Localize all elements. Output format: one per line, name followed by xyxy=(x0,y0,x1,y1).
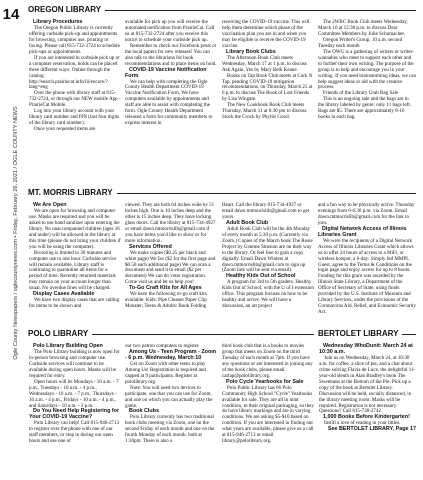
paragraph: The Polo Library building is now open for in-person browsing and computer use. Curbside services will continue to be available during open hours. Masks will be required for entry. xyxy=(29,348,120,379)
oregon-col-2 xyxy=(125,20,217,127)
subhead: Digital Network Access of Illinois Libraries Grant xyxy=(318,225,407,238)
polo-col-1 xyxy=(29,344,121,445)
paragraph: We can help with completing the Ogle County Health Department COVID-19 Vaccine Notification Form. We have computers available by appointments and staff are able to assist with completing the form. Ogle County Health Department released a form for community members to express interest in xyxy=(125,78,213,127)
mtmorris-col-1 xyxy=(29,203,121,310)
paragraph: We are open for browsing and computer use. Masks are required and you will be asked to use hand sanitizer upon entering the library. No unaccompanied children (ages 16 and under) will be allowed in the library at this time (please do not bring your children if you will be using the computer). xyxy=(29,207,121,250)
subhead: Polo Cycle Yearbooks for Sale xyxy=(226,378,304,385)
paragraph: This is an ongoing sale and the bags are in the library labeled by genre; only 11 bags left. Bags are $5. There are approximately 8-10 books in each bag. xyxy=(318,96,412,121)
subhead: Wednesday WhoDunit: March 24 at 10:30 a.m. xyxy=(319,343,413,355)
paragraph: Polo Public Library has 66 Polo Community High School "Cycle" Yearbooks available for sale. They are all in mint condition, in their original packaging, so they do have library markings and are in varying conditions. We are asking $5-$10 based on condition. If you are interested in finding out what years are available, please give us a call at 815-946-2713 or email library@pololibrary.org. xyxy=(222,384,314,445)
mtmorris-header: MT. MORRIS LIBRARY xyxy=(28,188,117,197)
paragraph: We have the following to-go craft kits available: Kids: Pipe Cleaner Paper Clip Monster; Teens & Adults: Book Folding xyxy=(125,291,207,310)
paragraph: We make copies ($0.25 per black and white page) We fax ($2 for the first page and $0.50 each additional page) We can scan a document and send it to email ($2 per document) We can do voter registration. Come visit us and let us help you! xyxy=(125,249,216,286)
page-spine xyxy=(0,0,22,480)
paragraph: Join us on Wednesday, March 24, at 10:30 a.m. for coffee, a slice of pie, and a chat about crime solving Flavia de Luce, the delightful 11-year-old sleuth in Alan Bradley's book The Sweetness at the Bottom of the Pie. Pick up a copy of the book at Bertolet Library. Discussion will be held, socially distanced, in the library meeting room. Masks will be required. Registration is not necessary. Questions? Call 815-738-2742. xyxy=(319,354,416,415)
subhead: Polo Library Building Open xyxy=(33,343,103,349)
subhead: Services Offered xyxy=(129,243,172,250)
paragraph: We have two display cases that are calling for items to be shown and xyxy=(29,297,120,310)
paragraph: The 2WBC Book Club meets Wednesday, March 10 at 12:30 p.m. to discuss Dear Committee Members by Julie Schumacher. xyxy=(318,19,408,37)
paragraph: A program for 3rd to 5th graders. Healthy Kids Out of School, with the U of I extension office. This program focuses on how to be healthy and active. We will have a discussion, an art project xyxy=(222,279,314,310)
spine-folio: Ogle County Newspapers / oglecountynews.com • Friday, February 26, 2021 / OGLE COUNTY NEWS xyxy=(13,106,19,360)
paragraph: Open hours will be Mondays - 10 a.m. - 7 p.m., Tuesdays - 10 a.m. - 4 p.m., Wednesdays - 10 a.m. - 7 p.m., Thursdays - 10 a.m. - 4 p.m., Fridays - 10 a.m. - 4 p.m., and Saturdays - 10 a.m. - 3 p.m. xyxy=(29,378,119,409)
paragraph: Polo Library can help! Call 815-946-2713 to register over the phone with one of our staff members, or stop in during our open hours and use one of xyxy=(29,420,120,445)
paragraph: Friends of the Library Grab Bag Sale xyxy=(323,90,399,97)
paragraph: Adult Book Club will be the 4th Monday of every month at 5:30 p.m. (Currently via Zoom.) Copies of the March book The Rosie Project by Graeme Simsion are on their way to the library. Or feel free to grab a copy digitally. Email Dawn Winters at dawn.mtmorrislib@gmail.com to sign up (Zoom link will be sent via email). xyxy=(222,225,313,274)
paragraph: Books on Tap Book Club meets at Cork N Tap, pending COVID-19 mitigation recommendations, on Thursday, March 25 at 6 p.m. to discuss The Book of Lost Friends by Lisa Wingate. xyxy=(222,72,313,103)
subhead: 1,000 Books Before Kindergarten! xyxy=(323,414,410,421)
subhead: COVID-19 Vaccine Notification Form xyxy=(125,66,207,79)
paragraph: Oregon Writer's Group, 10 a.m. second Tuesday each month xyxy=(318,36,403,49)
page-number: 14 xyxy=(2,6,20,23)
oregon-header: OREGON LIBRARY xyxy=(28,5,105,14)
polo-col-3 xyxy=(222,344,314,445)
subhead: Library Book Clubs xyxy=(226,48,276,55)
paragraph: The Oregon Public Library is currently offering curbside pick-up and appointments for browsing, computer use, printing or faxing. Please call 815-732-2724 to schedule pick-ups or appointments. xyxy=(29,24,120,55)
subhead: Healthy Kids Out of School xyxy=(226,273,296,280)
subhead: Do You Need Help Registering for Your COVID-19 Vaccine? xyxy=(29,408,120,421)
paragraph: third book club that is a books to movies group that meets on Zoom on the third Tuesday of each month at 7pm. If you have any questions or are interested in joining any of the book clubs, please email carlap@pololibrary.org. xyxy=(222,343,313,379)
subhead: To-Go Craft Kits for All Ages xyxy=(129,285,202,292)
paragraph: Remember to check our Facebook posts or the local papers for new releases! You can also talk to the librarians for book recommendations and to place items on hold. xyxy=(125,42,217,67)
subhead: Adult Book Club xyxy=(226,219,269,226)
oregon-col-4 xyxy=(318,20,416,121)
paragraph: Note: You will need two devices to participate, one that you can use for Zoom, and one on which you can actually play the game. xyxy=(125,384,213,409)
paragraph: Once your requested items are xyxy=(34,126,96,133)
paragraph: receiving the COVID-19 vaccine. This will help them determine which phase of the vaccination plan you are in and when you may be eligible to receive the COVID-19 vaccine. xyxy=(222,19,310,49)
paragraph: The OWG is a gathering of writers or writer-wannabes who meet to support each other and to further their own writing. The purpose of the group is to help and encourage you in your writing. If you need brainstorming ideas, we can help suggest ideas or aid with the creative process. xyxy=(318,48,416,91)
paragraph: Get on Zoom with other teens to play Among Us! Registration is required and capped at 9 participants. Register at pololibrary.org. xyxy=(125,360,206,385)
jump-line: See BERTOLET LIBRARY, Page 17 xyxy=(327,426,416,433)
paragraph: our two patron computers to register. xyxy=(125,343,200,349)
subhead: Library Procedures xyxy=(33,19,83,25)
paragraph: The New Cookbook Book Club meets Thursday, March 11 at 6:30 pm to discuss Stock the Crock by Phyllis Good. xyxy=(222,102,307,121)
paragraph: Heart. Call the library 815-734-4927 or email dawn.mtmorrislib@gmail.com to get yours. xyxy=(222,202,310,220)
mtmorris-col-4 xyxy=(318,203,416,316)
subhead: We Are Open xyxy=(33,202,67,208)
polo-col-2 xyxy=(125,344,217,445)
paragraph: Over the phone with library staff at 815-732-2724, or through our NEW mobile App - PrairieCat Mobile. xyxy=(29,90,121,109)
polo-header: POLO LIBRARY xyxy=(28,329,92,338)
mtmorris-col-3 xyxy=(222,203,314,310)
paragraph: Browsing is limited to 30 minutes and computer use to one hour. Curbside service will remain available. Library staff is continuing to quarantine all items for a period of time. Recently returned materials may remain on your account longer than usual. No overdue fines will be charged. xyxy=(29,249,117,292)
bertolet-col xyxy=(319,344,416,433)
bertolet-header: BERTOLET LIBRARY xyxy=(318,329,402,338)
paragraph: Polo Library currently has two traditional book clubs meeting via Zoom, one on the second Friday of each month and one on the fourth Monday of each month, both at 1:30pm. There is also a xyxy=(125,414,215,445)
paragraph: We were the recipients of a Digital Network Access of Illinois Libraries Grant which allows us to offer 24 hours of access to a MiFi, or wireless hotspot, a 6-day: Simply fed MMPL Guest, agree to the Terms & Conditions on the login page and enjoy access for up to 8 hours. Funding for this grant was awarded by the Illinois State Library, a Department of the Office of Secretary of State, using funds provided by the U.S. Institute of Museum and Library Services, under the provisions of the Coronavirus Aid, Relief, and Economic Security Act. xyxy=(318,237,416,316)
subhead: Book Clubs xyxy=(129,408,159,415)
paragraph: available for pick up you will receive the automated notification from PrairieCat. Call us at 815-732-2724 after you receive this notice to schedule your curbside pick up. xyxy=(125,19,215,43)
paragraph: If you are interested in curbside pick up or a computer reservation, holds can be placed three different ways: Online through the catalog: http://search.prairiecat.info/iii/encore/?lang=eng xyxy=(29,54,120,91)
paragraph: The Afternoon Book Club meets Wednesday, March 17 at 1 p.m. to discuss Ask Again, Yes by Mary Beth Keane. xyxy=(222,54,307,73)
oregon-col-1 xyxy=(29,20,121,133)
paragraph: Log into your library account with your library card number and PIN (last four digits of the library card number). xyxy=(29,108,120,127)
paragraph: viewed. They are both 64 inches wide by 51 inches high. One is 10 inches deep and the other is 15 inches deep. They have locking glass doors. Call the library at 815-734-4927 or email dawn.mtmorrislib@gmail.com if you have items you'd like to show or for more information. xyxy=(125,202,216,244)
subhead: Among Us - Teen Program - Zoom - 6 p.m. Wednesday, March 10 xyxy=(125,348,217,361)
paragraph: and a fun way to be physically active. Thursday evenings from 6-6:30 p.m. via Zoom. Email dawn.mtmorrislib@gmail.com for the link to join. xyxy=(318,202,415,226)
paragraph: Instill a love of reading in your littles. xyxy=(324,420,401,427)
oregon-col-3 xyxy=(222,20,314,121)
subhead: Display Cases Available xyxy=(33,291,95,298)
mtmorris-col-2 xyxy=(125,203,217,310)
